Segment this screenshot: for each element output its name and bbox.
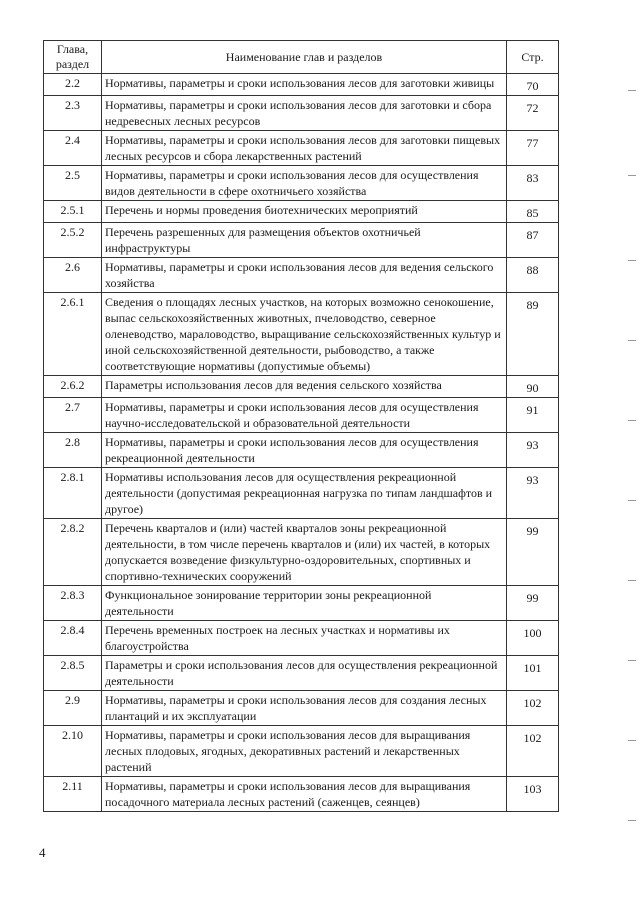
scan-edge-mark xyxy=(628,740,636,741)
toc-chapter-number: 2.8.2 xyxy=(44,519,102,586)
scan-edge-mark xyxy=(628,260,636,261)
toc-page-number: 70 xyxy=(507,74,559,96)
toc-row xyxy=(44,201,559,223)
scan-edge-mark xyxy=(628,500,636,501)
toc-chapter-number: 2.11 xyxy=(44,777,102,812)
toc-page-number: 87 xyxy=(507,223,559,258)
toc-row xyxy=(44,468,559,519)
toc-page-number: 103 xyxy=(507,777,559,812)
toc-section-title: Параметры и сроки использования лесов для осуществления рекреационной деятельности xyxy=(102,656,507,691)
toc-page-number: 102 xyxy=(507,726,559,777)
toc-section-title: Функциональное зонирование территории зоны рекреационной деятельности xyxy=(102,586,507,621)
scan-edge-mark xyxy=(628,420,636,421)
toc-chapter-number: 2.5 xyxy=(44,166,102,201)
toc-chapter-number: 2.6.1 xyxy=(44,293,102,376)
toc-page-number: 72 xyxy=(507,96,559,131)
toc-row xyxy=(44,433,559,468)
toc-chapter-number: 2.7 xyxy=(44,398,102,433)
toc-section-title: Нормативы, параметры и сроки использования лесов для осуществления научно-исследовательской и образовательной деятельности xyxy=(102,398,507,433)
toc-row xyxy=(44,74,559,96)
col-header-chapter: Глава, раздел xyxy=(44,41,102,74)
toc-section-title: Нормативы, параметры и сроки использования лесов для выращивания лесных плодовых, ягодных, декоративных растений и лекарственных растений xyxy=(102,726,507,777)
toc-table xyxy=(43,40,559,812)
toc-section-title: Перечень и нормы проведения биотехнических мероприятий xyxy=(102,201,507,223)
toc-section-title: Нормативы, параметры и сроки использования лесов для осуществления рекреационной деятельности xyxy=(102,433,507,468)
toc-row xyxy=(44,519,559,586)
toc-section-title: Параметры использования лесов для ведения сельского хозяйства xyxy=(102,376,507,398)
toc-chapter-number: 2.3 xyxy=(44,96,102,131)
toc-body xyxy=(44,74,559,812)
toc-section-title: Перечень разрешенных для размещения объектов охотничьей инфраструктуры xyxy=(102,223,507,258)
toc-chapter-number: 2.8.1 xyxy=(44,468,102,519)
toc-page-number: 102 xyxy=(507,691,559,726)
toc-chapter-number: 2.6.2 xyxy=(44,376,102,398)
toc-page-number: 93 xyxy=(507,468,559,519)
toc-page-number: 85 xyxy=(507,201,559,223)
toc-row xyxy=(44,258,559,293)
toc-page-number: 90 xyxy=(507,376,559,398)
toc-section-title: Нормативы, параметры и сроки использования лесов для осуществления видов деятельности в сфере охотничьего хозяйства xyxy=(102,166,507,201)
toc-page-number: 101 xyxy=(507,656,559,691)
scan-edge-mark xyxy=(628,820,636,821)
toc-row xyxy=(44,96,559,131)
toc-page-number: 88 xyxy=(507,258,559,293)
toc-chapter-number: 2.5.1 xyxy=(44,201,102,223)
toc-row xyxy=(44,691,559,726)
toc-row xyxy=(44,586,559,621)
toc-chapter-number: 2.9 xyxy=(44,691,102,726)
scan-edge-mark xyxy=(628,175,636,176)
toc-section-title: Нормативы, параметры и сроки использования лесов для заготовки и сбора недревесных лесных ресурсов xyxy=(102,96,507,131)
toc-chapter-number: 2.8.4 xyxy=(44,621,102,656)
toc-page-number: 99 xyxy=(507,586,559,621)
toc-chapter-number: 2.8.3 xyxy=(44,586,102,621)
col-header-page: Стр. xyxy=(507,41,559,74)
toc-chapter-number: 2.8.5 xyxy=(44,656,102,691)
toc-row xyxy=(44,656,559,691)
toc-row xyxy=(44,293,559,376)
toc-row xyxy=(44,621,559,656)
toc-page-number: 99 xyxy=(507,519,559,586)
scan-edge-mark xyxy=(628,660,636,661)
toc-page-number: 100 xyxy=(507,621,559,656)
toc-row xyxy=(44,726,559,777)
toc-chapter-number: 2.4 xyxy=(44,131,102,166)
toc-chapter-number: 2.6 xyxy=(44,258,102,293)
toc-row xyxy=(44,398,559,433)
toc-section-title: Сведения о площадях лесных участков, на которых возможно сенокошение, выпас сельскохозяйственных животных, пчеловодство, северное оленеводство, мараловодство, выращивание сельскохозяйственных культур и иной сельскохозяйственной деятельности, рыбоводство, а также соответствующие нормативы (допустимые объемы) xyxy=(102,293,507,376)
toc-chapter-number: 2.8 xyxy=(44,433,102,468)
toc-page-number: 93 xyxy=(507,433,559,468)
toc-chapter-number: 2.2 xyxy=(44,74,102,96)
toc-section-title: Нормативы, параметры и сроки использования лесов для заготовки пищевых лесных ресурсов и сбора лекарственных растений xyxy=(102,131,507,166)
toc-chapter-number: 2.10 xyxy=(44,726,102,777)
toc-section-title: Нормативы, параметры и сроки использования лесов для ведения сельского хозяйства xyxy=(102,258,507,293)
toc-page-number: 77 xyxy=(507,131,559,166)
toc-chapter-number: 2.5.2 xyxy=(44,223,102,258)
scan-edge-mark xyxy=(628,580,636,581)
toc-section-title: Перечень кварталов и (или) частей кварталов зоны рекреационной деятельности, в том числе перечень кварталов и (или) их частей, в которых допускается возведение физкультурно-оздоровительных, спортивных и спортивно-технических сооружений xyxy=(102,519,507,586)
scan-edge-mark xyxy=(628,90,636,91)
toc-row xyxy=(44,166,559,201)
toc-page-number: 89 xyxy=(507,293,559,376)
toc-page-number: 83 xyxy=(507,166,559,201)
toc-section-title: Перечень временных построек на лесных участках и нормативы их благоустройства xyxy=(102,621,507,656)
scan-edge-mark xyxy=(628,340,636,341)
toc-section-title: Нормативы, параметры и сроки использования лесов для выращивания посадочного материала лесных растений (саженцев, сеянцев) xyxy=(102,777,507,812)
toc-page-number: 91 xyxy=(507,398,559,433)
toc-row xyxy=(44,223,559,258)
toc-row xyxy=(44,131,559,166)
toc-section-title: Нормативы использования лесов для осуществления рекреационной деятельности (допустимая рекреационная нагрузка по типам ландшафтов и другое) xyxy=(102,468,507,519)
toc-row xyxy=(44,777,559,812)
toc-header-row xyxy=(44,41,559,74)
col-header-title: Наименование глав и разделов xyxy=(102,41,507,74)
page-number: 4 xyxy=(39,845,46,860)
toc-section-title: Нормативы, параметры и сроки использования лесов для заготовки живицы xyxy=(102,74,507,96)
toc-section-title: Нормативы, параметры и сроки использования лесов для создания лесных плантаций и их эксплуатации xyxy=(102,691,507,726)
toc-row xyxy=(44,376,559,398)
